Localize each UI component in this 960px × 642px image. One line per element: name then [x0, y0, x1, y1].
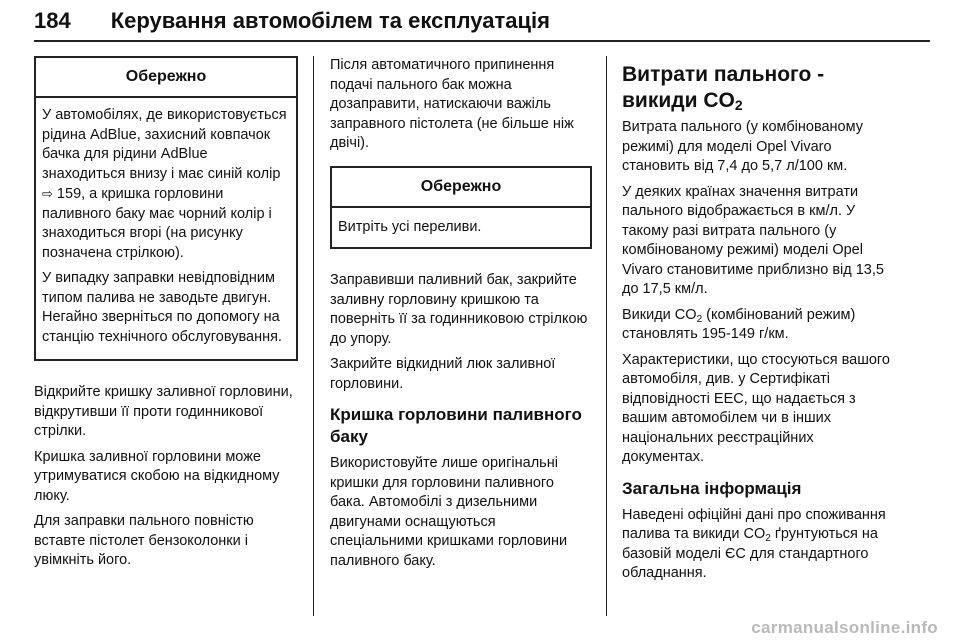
watermark: carmanualsonline.info	[751, 618, 938, 637]
paragraph-cap-holder: Кришка заливної горловини може утримуватися скобою на відкидному люку.	[34, 448, 280, 504]
caution-box-2	[330, 166, 592, 250]
caution-body	[36, 98, 296, 359]
co2-subscript: 2	[696, 313, 703, 325]
paragraph-certificate: Характеристики, що стосуються вашого автомобіля, див. у Сертифікаті відповідності ЕЕС, що надається з вашим автомобілем чи в інших національних реєстраційних документах.	[622, 351, 890, 465]
column-2	[330, 56, 592, 577]
co2-text-b: (комбінований режим) становлять 195-149 г/км.	[622, 306, 856, 342]
caution-wipe-overflow: Витріть усі переливи.	[338, 218, 482, 235]
page-reference-arrow-icon: ⇨	[42, 186, 53, 201]
caution-title-2: Обережно	[332, 168, 590, 208]
caution-paragraph-wrong-fuel: У випадку заправки невідповідним типом палива не заводьте двигун. Негайно зверніться по допомогу на станцію технічного обслуговування.	[42, 270, 282, 345]
official-text-a: Наведені офіційні дані про споживання палива та викиди CO	[622, 506, 886, 542]
official-text-b: ґрунтуються на базовій моделі ЄС для стандартного обладнання.	[622, 526, 878, 581]
paragraph-co2-emissions	[622, 306, 890, 345]
paragraph-consumption-kml: У деяких країнах значення витрати пального відображається в км/л. У такому разі витрата пального (у комбінованому режимі) моделі Opel Vivaro становитиме приблизно від 13,5 до 17,5 км/л.	[622, 183, 884, 297]
column-divider-2	[606, 56, 607, 616]
page-title: Керування автомобілем та експлуатація	[110, 8, 550, 33]
heading-subscript: 2	[734, 97, 743, 113]
caution-body-2	[332, 208, 590, 248]
paragraph-insert-nozzle: Для заправки пального повністю вставте пістолет бензоколонки і увімкніть його.	[34, 513, 254, 568]
caution-paragraph-adblue	[42, 106, 290, 263]
heading-general-info: Загальна інформація	[622, 478, 802, 498]
heading-fuel-consumption	[622, 62, 890, 114]
heading-text: Витрати пального - викиди CO	[622, 63, 825, 112]
caution-title: Обережно	[36, 58, 296, 98]
page-number: 184	[34, 8, 71, 33]
column-3	[622, 62, 890, 590]
paragraph-official-data	[622, 506, 890, 584]
header-rule	[34, 40, 930, 42]
paragraph-original-caps: Використовуйте лише оригінальні кришки для горловини паливного бака. Автомобілі з дизельними двигунами оснащуються спеціальними кришками горловини паливного баку.	[330, 455, 568, 569]
paragraph-close-cap: Заправивши паливний бак, закрийте заливну горловину кришкою та поверніть її за годинниковою стрілкою до упору.	[330, 272, 588, 347]
caution-text-b: 159, а кришка горловини паливного баку має чорний колір і знаходиться вгорі (на рисунку позначена стрілкою).	[42, 186, 272, 261]
paragraph-topping-up: Після автоматичного припинення подачі пального бак можна дозаправити, натискаючи важіль заправного пістолета (не більше ніж двічі).	[330, 57, 574, 151]
paragraph-consumption-l100: Витрата пального (у комбінованому режимі) для моделі Opel Vivaro становить від 7,4 до 5,7 л/100 км.	[622, 119, 863, 174]
paragraph-open-cap: Відкрийте кришку заливної горловини, відкрутивши її проти годинникової стрілки.	[34, 384, 293, 439]
official-subscript: 2	[765, 533, 771, 544]
page-header	[34, 8, 550, 38]
caution-box	[34, 56, 298, 361]
paragraph-close-flap: Закрийте відкидний люк заливної горловини.	[330, 356, 556, 392]
heading-fuel-cap: Кришка горловини паливного баку	[330, 405, 582, 446]
caution-text-a: У автомобілях, де використовується рідина AdBlue, захисний ковпачок бачка для рідини AdBlue знаходиться внизу і має синій колір	[42, 107, 287, 182]
column-1	[34, 56, 298, 577]
column-divider-1	[313, 56, 314, 616]
co2-text-a: Викиди CO	[622, 306, 697, 323]
